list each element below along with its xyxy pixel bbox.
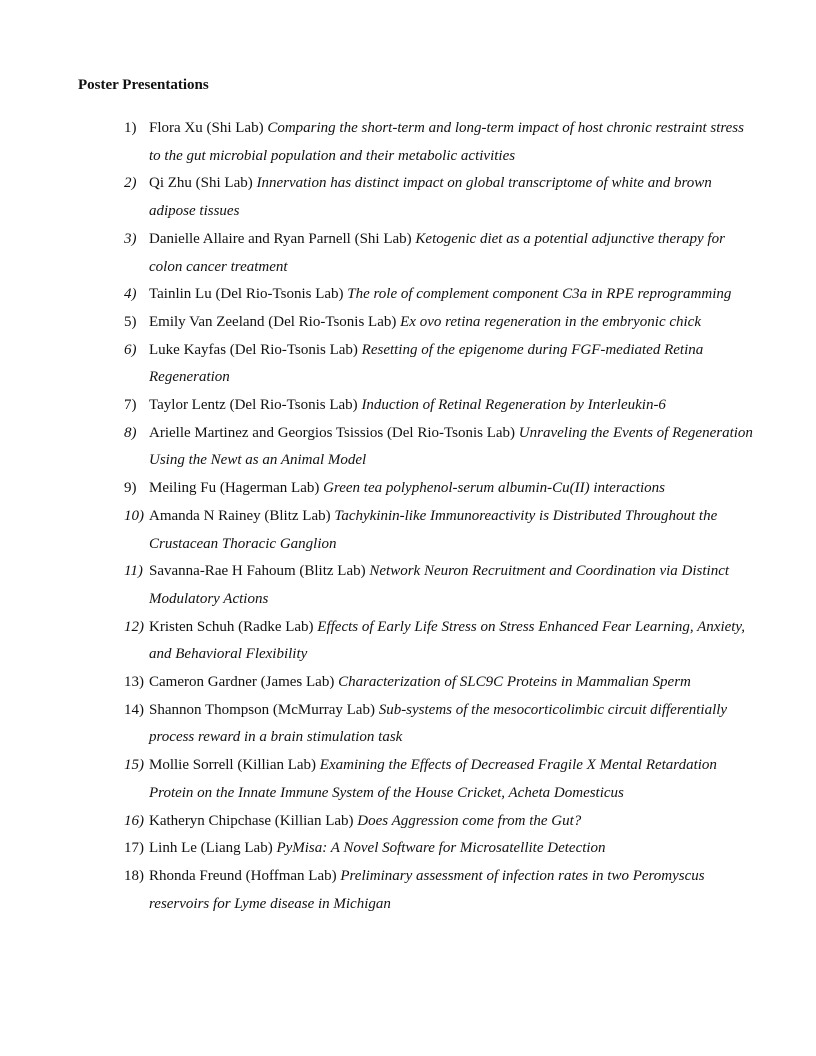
entry-title: Network Neuron Recruitment and Coordination via Distinct Modulatory Actions [149, 563, 730, 607]
entry-title: The role of complement component C3a in RPE reprogramming [347, 286, 732, 303]
entry-number: 5) [124, 313, 137, 330]
entry-number: 4) [124, 286, 137, 303]
poster-entry [0, 420, 816, 475]
poster-entry [0, 309, 816, 337]
entry-title: Green tea polyphenol-serum albumin-Cu(II) interactions [323, 480, 665, 497]
entry-title: Resetting of the epigenome during FGF-mediated Retina Regeneration [149, 341, 704, 386]
entry-title: Innervation has distinct impact on global transcriptome of white and brown adipose tissues [149, 175, 712, 220]
entry-title: Comparing the short-term and long-term impact of host chronic restraint stress to the gut microbial population and their metabolic activities [149, 120, 744, 164]
entry-title: Preliminary assessment of infection rates in two Peromyscus reservoirs for Lyme disease in Michigan [149, 867, 705, 912]
poster-entry [0, 337, 816, 392]
entry-title: Ex ovo retina regeneration in the embryonic chick [400, 313, 701, 330]
poster-entry [0, 170, 816, 225]
entry-authors: Taylor Lentz (Del Rio-Tsonis Lab) [149, 397, 358, 414]
entry-number: 14) [124, 701, 144, 718]
entry-authors: Cameron Gardner (James Lab) [149, 674, 335, 691]
entry-title: Unraveling the Events of Regeneration Using the Newt as an Animal Model [149, 424, 753, 469]
entry-number: 7) [124, 397, 137, 414]
entry-title: Effects of Early Life Stress on Stress Enhanced Fear Learning, Anxiety, and Behavioral Flexibility [149, 618, 746, 663]
entry-number: 11) [124, 563, 143, 580]
entry-authors: Rhonda Freund (Hoffman Lab) [149, 867, 337, 884]
entry-authors: Qi Zhu (Shi Lab) [149, 175, 253, 192]
entry-number: 10) [124, 507, 144, 524]
section-heading: Poster Presentations [78, 77, 209, 93]
entry-title: Tachykinin-like Immunoreactivity is Distributed Throughout the Crustacean Thoracic Ganglion [149, 507, 718, 552]
poster-entry [0, 697, 816, 752]
poster-entry [0, 863, 816, 918]
entry-authors: Danielle Allaire and Ryan Parnell (Shi Lab) [149, 230, 412, 247]
entry-number: 16) [124, 812, 144, 829]
poster-entry [0, 835, 816, 863]
entry-number: 8) [124, 424, 137, 441]
entry-title: Characterization of SLC9C Proteins in Mammalian Sperm [338, 674, 691, 691]
poster-entry [0, 558, 816, 613]
entry-authors: Luke Kayfas (Del Rio-Tsonis Lab) [149, 341, 358, 358]
entry-number: 18) [124, 867, 144, 884]
poster-list [0, 115, 816, 918]
entry-authors: Meiling Fu (Hagerman Lab) [149, 480, 320, 497]
entry-authors: Flora Xu (Shi Lab) [149, 120, 264, 136]
entry-number: 1) [124, 120, 137, 136]
entry-number: 2) [124, 175, 137, 192]
entry-title: Induction of Retinal Regeneration by Interleukin-6 [361, 397, 666, 414]
poster-entry [0, 392, 816, 420]
entry-title: Sub-systems of the mesocorticolimbic circuit differentially process reward in a brain stimulation task [149, 701, 728, 746]
poster-entry [0, 752, 816, 807]
poster-entry [0, 226, 816, 281]
entry-authors: Shannon Thompson (McMurray Lab) [149, 701, 375, 718]
entry-authors: Mollie Sorrell (Killian Lab) [149, 757, 317, 774]
entry-title: Does Aggression come from the Gut? [357, 812, 582, 829]
poster-entry [0, 281, 816, 309]
entry-authors: Amanda N Rainey (Blitz Lab) [149, 507, 331, 524]
entry-authors: Arielle Martinez and Georgios Tsissios (Del Rio-Tsonis Lab) [149, 424, 516, 441]
entry-number: 9) [124, 480, 137, 497]
entry-title: Ketogenic diet as a potential adjunctive therapy for colon cancer treatment [149, 230, 725, 275]
entry-authors: Katheryn Chipchase (Killian Lab) [149, 812, 354, 829]
entry-authors: Emily Van Zeeland (Del Rio-Tsonis Lab) [149, 313, 397, 330]
poster-entry [0, 475, 816, 503]
entry-number: 6) [124, 341, 137, 358]
entry-authors: Kristen Schuh (Radke Lab) [149, 618, 314, 635]
entry-authors: Tainlin Lu (Del Rio-Tsonis Lab) [149, 286, 344, 303]
entry-number: 17) [124, 840, 144, 857]
poster-entry [0, 614, 816, 669]
poster-entry [0, 808, 816, 836]
entry-title: PyMisa: A Novel Software for Microsatellite Detection [276, 840, 606, 857]
entry-authors: Savanna-Rae H Fahoum (Blitz Lab) [149, 563, 366, 580]
entry-number: 15) [124, 757, 144, 774]
poster-entry [0, 503, 816, 558]
entry-title: Examining the Effects of Decreased Fragile X Mental Retardation Protein on the Innate Immune System of the House Cricket, Acheta Domesticus [149, 757, 717, 801]
poster-entry [0, 669, 816, 697]
poster-entry [0, 115, 816, 170]
entry-number: 13) [124, 674, 144, 691]
entry-number: 12) [124, 618, 144, 635]
entry-number: 3) [124, 230, 137, 247]
entry-authors: Linh Le (Liang Lab) [149, 840, 273, 857]
